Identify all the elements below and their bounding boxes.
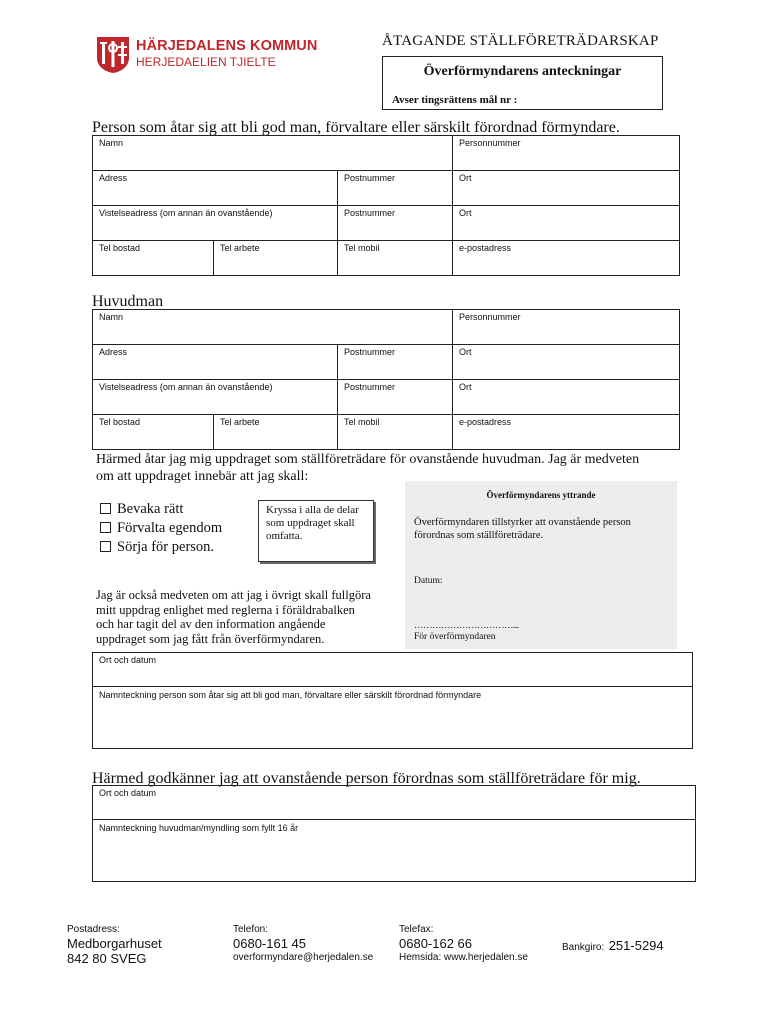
awareness-paragraph (96, 588, 371, 646)
field-label: Vistelseadress (om annan än ovanstående) (99, 382, 273, 392)
undertaking-line-1: Härmed åtar jag mig uppdraget som ställföreträdare för ovanstående huvudman. Jag är medveten (96, 452, 640, 467)
coat-of-arms-icon (96, 36, 130, 74)
guardian-statement-panel (405, 481, 677, 649)
option-forvalta-egendom[interactable] (100, 519, 222, 537)
principal-city-field[interactable] (453, 345, 679, 380)
field-label: e-postadress (459, 243, 512, 253)
footer-website[interactable]: Hemsida: www.herjedalen.se (399, 952, 528, 963)
panel-date-label: Datum: (414, 576, 443, 586)
place-date-field[interactable] (93, 653, 692, 687)
panel-signature-line: ……………………………... (414, 621, 519, 631)
awareness-line: Jag är också medveten om att jag i övrigt skall fullgöra (96, 588, 371, 602)
person-city-field[interactable] (453, 171, 679, 206)
field-label: Personnummer (459, 138, 521, 148)
footer-fax-label: Telefax: (399, 924, 434, 935)
option-label: Bevaka rätt (117, 501, 184, 517)
principal-stay-address-field[interactable] (93, 380, 338, 415)
principal-place-date-field[interactable] (93, 786, 695, 820)
field-label: Postnummer (344, 347, 396, 357)
field-label: Adress (99, 347, 128, 357)
awareness-line: mitt uppdrag enlighet med reglerna i föräldrabalken (96, 602, 355, 617)
person-tel-home-field[interactable] (93, 241, 214, 275)
principal-tel-work-field[interactable] (214, 415, 338, 449)
principal-pnr-field[interactable] (453, 310, 679, 345)
field-label: Namnteckning huvudman/myndling som fyllt 16 år (99, 823, 299, 833)
field-label: Vistelseadress (om annan än ovanstående) (99, 208, 273, 218)
awareness-line: och har tagit del av den information angående (96, 617, 326, 631)
case-number-label[interactable]: Avser tingsrättens mål nr : (392, 94, 518, 106)
field-label: Tel arbete (220, 417, 260, 427)
principal-address-field[interactable] (93, 345, 338, 380)
field-label: Personnummer (459, 312, 521, 322)
field-label: Tel bostad (99, 417, 141, 427)
field-label: Ort (459, 382, 472, 392)
person-name-field[interactable] (93, 136, 453, 171)
footer-phone: 0680-161 45 (233, 936, 307, 951)
document-title: ÅTAGANDE STÄLLFÖRETRÄDARSKAP (382, 33, 659, 49)
person-pnr-field[interactable] (453, 136, 679, 171)
person-email-field[interactable] (453, 241, 679, 275)
check-instruction-box: Kryssa i alla de delar som uppdraget skall omfatta. (258, 500, 374, 562)
person-stay-city-field[interactable] (453, 206, 679, 241)
field-label: Namn (99, 138, 124, 148)
footer-postal-label: Postadress: (67, 924, 120, 935)
field-label: Postnummer (344, 208, 396, 218)
principal-tel-home-field[interactable] (93, 415, 214, 449)
field-label: Tel mobil (344, 417, 380, 427)
field-label: Postnummer (344, 173, 396, 183)
footer-postal-line2: 842 80 SVEG (67, 951, 147, 966)
option-label: Sörja för person. (117, 539, 215, 555)
principal-heading: Huvudman (92, 293, 164, 310)
person-stay-postal-field[interactable] (338, 206, 453, 241)
principal-name-field[interactable] (93, 310, 453, 345)
principal-signature-field[interactable] (93, 820, 695, 881)
undertaking-line-2: om att uppdraget innebär att jag skall: (96, 469, 309, 484)
person-stay-address-field[interactable] (93, 206, 338, 241)
option-label: Förvalta egendom (117, 520, 223, 536)
person-postal-field[interactable] (338, 171, 453, 206)
field-label: Ort (459, 347, 472, 357)
field-label: Adress (99, 173, 128, 183)
footer-postal-line1: Medborgarhuset (67, 936, 162, 951)
person-address-field[interactable] (93, 171, 338, 206)
field-label: Namnteckning person som åtar sig att bli god man, förvaltare eller särskilt förordnad förmyndare (99, 690, 482, 700)
principal-form-grid (92, 309, 680, 450)
logo-subtitle: HERJEDAELIEN TJIELTE (136, 55, 276, 69)
field-label: Postnummer (344, 382, 396, 392)
footer-email[interactable]: overformyndare@herjedalen.se (233, 952, 374, 963)
bankgiro-label: Bankgiro: (562, 942, 605, 953)
principal-email-field[interactable] (453, 415, 679, 449)
approval-heading: Härmed godkänner jag att ovanstående person förordnas som ställföreträdare för mig. (92, 770, 641, 787)
principal-stay-postal-field[interactable] (338, 380, 453, 415)
field-label: Namn (99, 312, 124, 322)
field-label: Ort (459, 208, 472, 218)
signature-box-caretaker (92, 652, 693, 749)
notes-heading: Överförmyndarens anteckningar (423, 64, 622, 79)
option-sorja-for-person[interactable] (100, 538, 214, 556)
option-bevaka-ratt[interactable] (100, 500, 183, 518)
footer-phone-label: Telefon: (233, 924, 269, 935)
panel-text: Överförmyndaren tillstyrker att ovanstående person förordnas som ställföreträdare. (414, 517, 631, 541)
field-label: Ort (459, 173, 472, 183)
checkbox-icon[interactable] (100, 522, 111, 533)
panel-heading: Överförmyndarens yttrande (486, 490, 596, 500)
person-tel-work-field[interactable] (214, 241, 338, 275)
footer-bankgiro (562, 937, 664, 955)
field-label: Tel bostad (99, 243, 141, 253)
person-heading: Person som åtar sig att bli god man, förvaltare eller särskilt förordnad förmyndare. (92, 119, 620, 136)
person-tel-mobile-field[interactable] (338, 241, 453, 275)
logo-name: HÄRJEDALENS KOMMUN (136, 38, 318, 54)
person-form-grid (92, 135, 680, 276)
principal-tel-mobile-field[interactable] (338, 415, 453, 449)
checkbox-icon[interactable] (100, 541, 111, 552)
principal-postal-field[interactable] (338, 345, 453, 380)
panel-signature-label: För överförmyndaren (414, 632, 496, 642)
field-label: Ort och datum (99, 788, 157, 798)
field-label: Tel arbete (220, 243, 260, 253)
field-label: Tel mobil (344, 243, 380, 253)
field-label: Ort och datum (99, 655, 157, 665)
principal-stay-city-field[interactable] (453, 380, 679, 415)
awareness-line: uppdraget som jag fått från överförmyndaren. (96, 631, 325, 646)
footer-fax: 0680-162 66 (399, 936, 473, 951)
signature-box-principal (92, 785, 696, 882)
checkbox-icon[interactable] (100, 503, 111, 514)
guardian-notes-box (382, 56, 663, 110)
field-label: e-postadress (459, 417, 512, 427)
signature-field[interactable] (93, 687, 692, 748)
kommun-logo (96, 36, 316, 76)
bankgiro-number: 251-5294 (608, 938, 664, 953)
